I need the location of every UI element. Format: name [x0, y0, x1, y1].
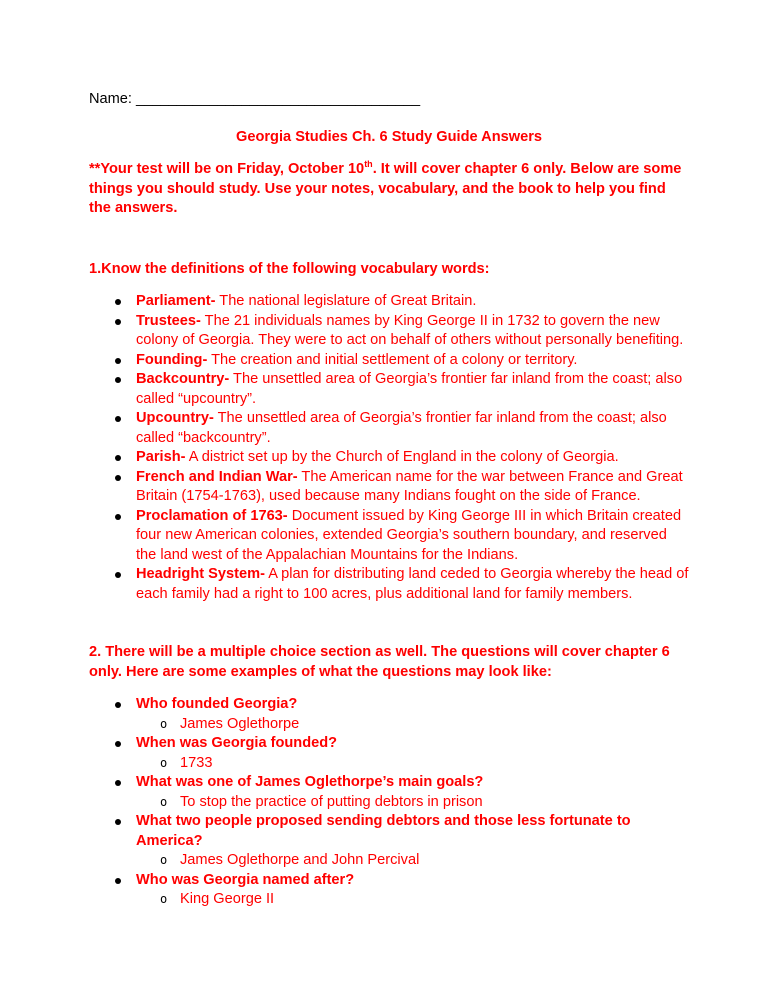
circle-bullet-icon: o — [160, 794, 168, 809]
name-field-line: Name: ___________________________________ — [89, 91, 421, 107]
answer-text: To stop the practice of putting debtors in prison — [180, 793, 483, 810]
page-title: Georgia Studies Ch. 6 Study Guide Answers — [236, 128, 542, 145]
answer-text: King George II — [180, 891, 275, 907]
vocabulary-term: Trustees- — [136, 312, 201, 329]
question-item — [89, 773, 689, 812]
vocabulary-item — [89, 468, 689, 507]
study-guide-page — [89, 90, 689, 910]
vocabulary-item — [89, 351, 689, 371]
vocabulary-definition: The unsettled area of Georgia’s frontier far inland from the coast; also called “backcountry”. — [136, 410, 667, 446]
vocabulary-item — [89, 448, 689, 468]
circle-bullet-icon: o — [160, 755, 168, 770]
bullet-icon — [115, 377, 121, 383]
vocabulary-term: Upcountry- — [136, 410, 214, 426]
vocabulary-definition: A plan for distributing land ceded to Georgia whereby the head of each family had a right to 100 acres, plus additional land for family members. — [136, 566, 689, 602]
answer-item — [136, 793, 689, 813]
question-text: What was one of James Oglethorpe’s main goals? — [136, 774, 484, 790]
question-text: Who founded Georgia? — [136, 696, 298, 712]
bullet-icon — [115, 878, 121, 884]
vocabulary-item — [89, 370, 689, 409]
question-item — [89, 695, 689, 734]
circle-bullet-icon: o — [160, 892, 168, 906]
question-text: What two people proposed sending debtors and those less fortunate to America? — [136, 813, 631, 849]
answer-text: James Oglethorpe and John Percival — [180, 852, 420, 868]
answer-item — [136, 890, 689, 910]
bullet-icon — [115, 455, 121, 461]
vocabulary-item — [89, 292, 689, 312]
bullet-icon — [115, 514, 121, 520]
bullet-icon — [115, 780, 121, 786]
test-info-paragraph — [89, 160, 689, 219]
vocabulary-definition: The unsettled area of Georgia’s frontier far inland from the coast; also called “upcountry”. — [136, 371, 683, 407]
bullet-icon — [115, 702, 121, 708]
circle-bullet-icon: o — [160, 716, 168, 731]
vocabulary-section-heading: 1.Know the definitions of the following vocabulary words: — [89, 260, 490, 277]
vocabulary-item — [89, 565, 689, 604]
answer-text: 1733 — [180, 754, 213, 771]
answer-item — [136, 715, 689, 735]
question-text: When was Georgia founded? — [136, 735, 338, 751]
bullet-icon — [115, 741, 121, 747]
vocabulary-definition: The creation and initial settlement of a colony or territory. — [207, 351, 578, 368]
intro-text-start: **Your test will be on Friday, October 10 — [89, 161, 365, 177]
answer-item — [136, 851, 689, 871]
intro-superscript: th — [364, 159, 373, 170]
vocabulary-definition: Document issued by King George III in which Britain created four new American colonies, extended Georgia’s southern boundary, and reserved the land west of the Appalachian Mountains for the Indians. — [136, 507, 682, 563]
vocabulary-term: Parliament- — [136, 293, 216, 309]
multiple-choice-section-heading: 2. There will be a multiple choice section as well. The questions will cover chapter 6 only. Here are some examples of what the questions may look like: — [89, 644, 670, 680]
vocabulary-definition: The national legislature of Great Britain. — [215, 293, 477, 309]
vocabulary-item — [89, 507, 689, 566]
bullet-icon — [115, 475, 121, 481]
question-item — [89, 812, 689, 871]
circle-bullet-icon: o — [160, 853, 168, 867]
vocabulary-term: Founding- — [136, 351, 208, 368]
bullet-icon — [115, 819, 121, 825]
vocabulary-item — [89, 312, 689, 351]
bullet-icon — [115, 572, 121, 578]
answer-text: James Oglethorpe — [180, 715, 300, 732]
answer-item — [136, 754, 689, 774]
bullet-icon — [115, 299, 121, 305]
vocabulary-term: Proclamation of 1763- — [136, 507, 288, 524]
vocabulary-definition: A district set up by the Church of England in the colony of Georgia. — [185, 449, 619, 465]
vocabulary-term: Headright System- — [136, 566, 265, 582]
vocabulary-list — [89, 292, 689, 604]
vocabulary-term: Backcountry- — [136, 371, 230, 387]
bullet-icon — [115, 319, 121, 325]
vocabulary-definition: The American name for the war between France and Great Britain (1754-1763), used because many Indians fought on the side of France. — [136, 468, 683, 504]
question-text: Who was Georgia named after? — [136, 871, 355, 888]
vocabulary-term: French and Indian War- — [136, 468, 298, 485]
vocabulary-definition: The 21 individuals names by King George II in 1732 to govern the new colony of Georgia. They were to act on behalf of others without personally benefiting. — [136, 312, 684, 348]
question-item — [89, 871, 689, 910]
vocabulary-item — [89, 409, 689, 448]
bullet-icon — [115, 358, 121, 364]
bullet-icon — [115, 416, 121, 422]
vocabulary-term: Parish- — [136, 449, 186, 465]
intro-text-end: . It will cover chapter 6 only. Below are some things you should study. Use your notes, vocabulary, and the book to help you find the answers. — [89, 161, 682, 216]
question-item — [89, 734, 689, 773]
sample-questions-list — [89, 695, 689, 910]
